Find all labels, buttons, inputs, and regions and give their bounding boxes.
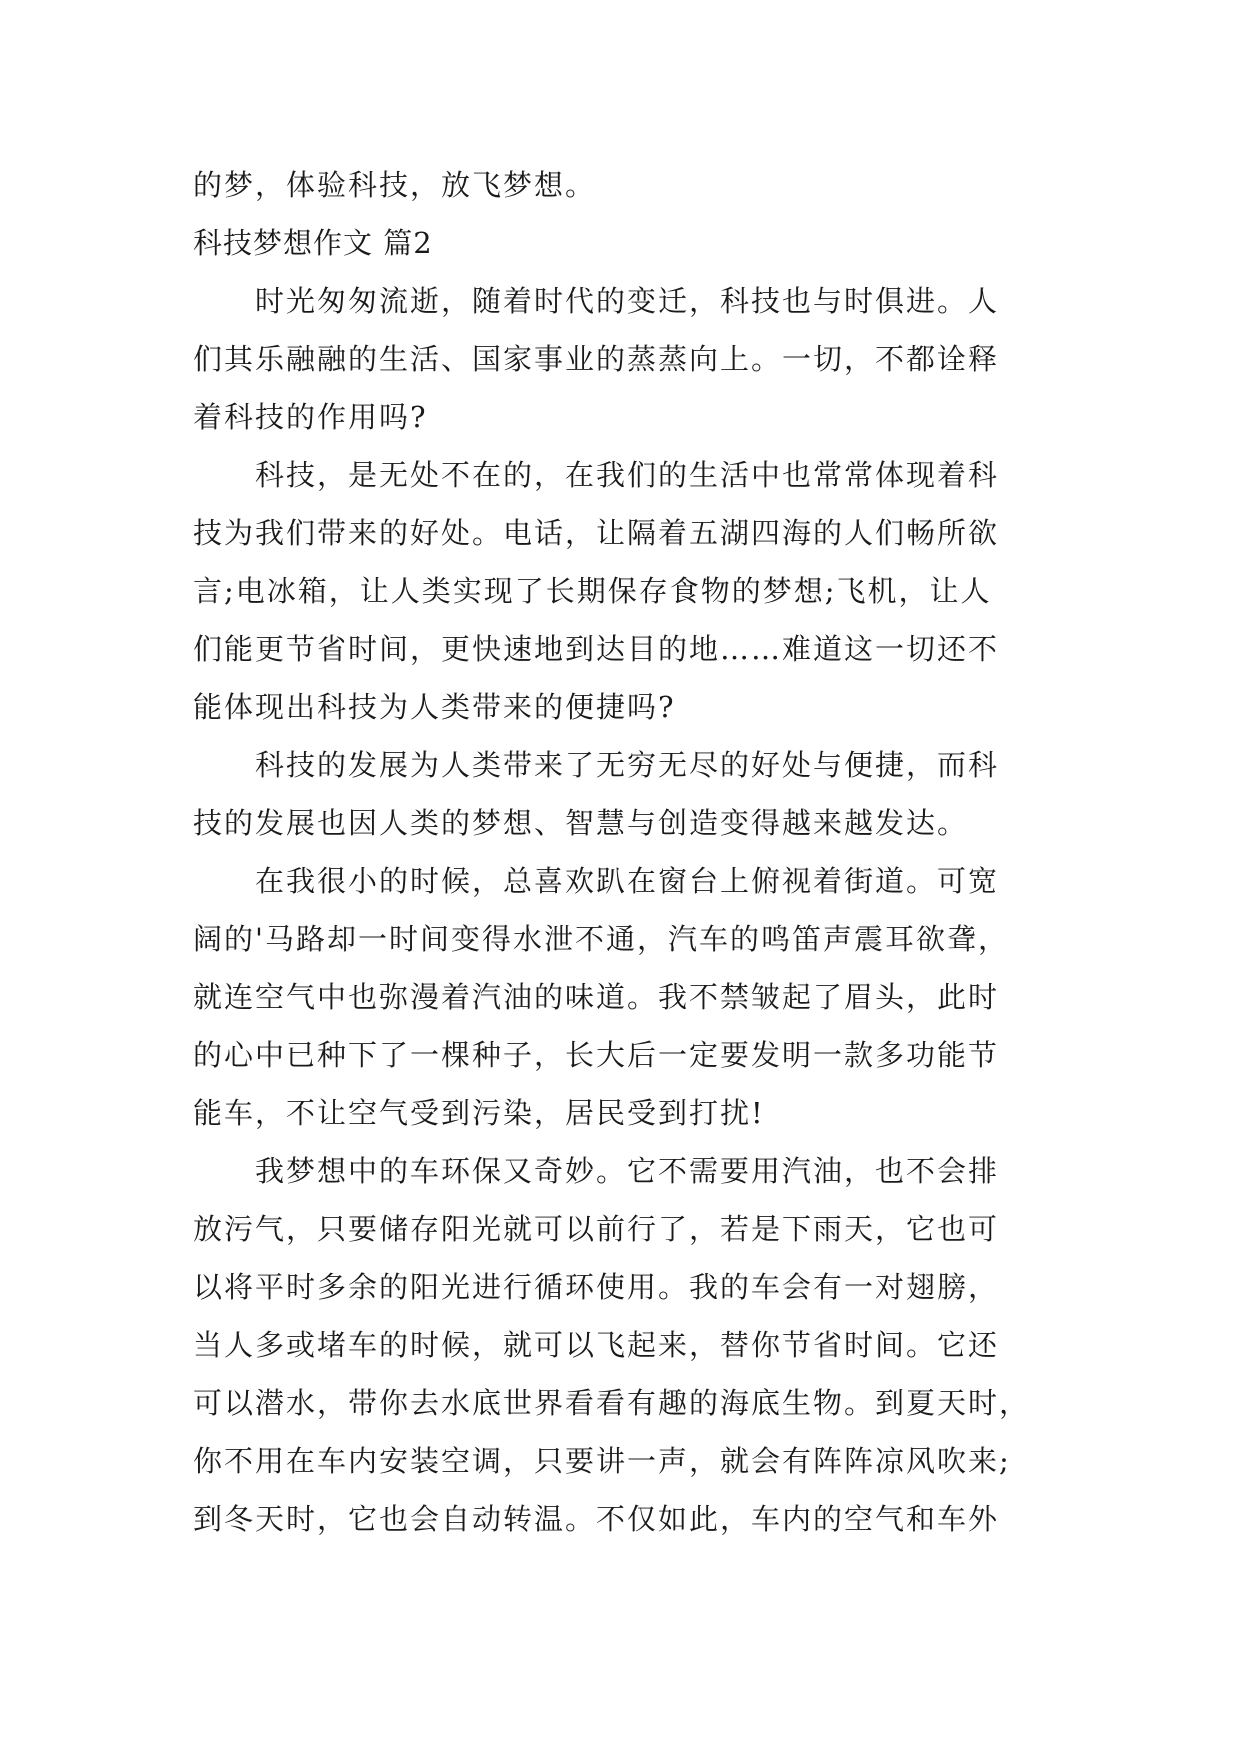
text-line: 的梦，体验科技，放飞梦想。 <box>193 168 597 202</box>
text-line: 我梦想中的车环保又奇妙。它不需要用汽油，也不会排 <box>193 1154 1000 1188</box>
text-line: 到冬天时，它也会自动转温。不仅如此，车内的空气和车外 <box>193 1502 1000 1536</box>
text-line: 言;电冰箱，让人类实现了长期保存食物的梦想;飞机，让人 <box>193 574 992 608</box>
text-line: 能体现出科技为人类带来的便捷吗? <box>193 690 676 724</box>
text-line: 当人多或堵车的时候，就可以飞起来，替你节省时间。它还 <box>193 1328 1000 1362</box>
text-line: 能车，不让空气受到污染，居民受到打扰! <box>193 1096 765 1130</box>
text-line: 科技的发展为人类带来了无穷无尽的好处与便捷，而科 <box>193 748 1000 782</box>
text-line: 可以潜水，带你去水底世界看看有趣的海底生物。到夏天时， <box>193 1386 1031 1420</box>
section-heading: 科技梦想作文 篇2 <box>193 226 433 260</box>
text-line: 你不用在车内安装空调，只要讲一声，就会有阵阵凉风吹来; <box>193 1444 1011 1478</box>
text-line: 们其乐融融的生活、国家事业的蒸蒸向上。一切，不都诠释 <box>193 342 1000 376</box>
text-line: 技的发展也因人类的梦想、智慧与创造变得越来越发达。 <box>193 806 969 840</box>
text-line: 在我很小的时候，总喜欢趴在窗台上俯视着街道。可宽 <box>193 864 1000 898</box>
text-line: 放污气，只要储存阳光就可以前行了，若是下雨天，它也可 <box>193 1212 1000 1246</box>
text-line: 时光匆匆流逝，随着时代的变迁，科技也与时俱进。人 <box>193 284 1000 318</box>
text-line: 的心中已种下了一棵种子，长大后一定要发明一款多功能节 <box>193 1038 1000 1072</box>
text-line: 着科技的作用吗? <box>193 400 428 434</box>
text-line: 科技，是无处不在的，在我们的生活中也常常体现着科 <box>193 458 1000 492</box>
text-line: 以将平时多余的阳光进行循环使用。我的车会有一对翅膀， <box>193 1270 1000 1304</box>
text-line: 们能更节省时间，更快速地到达目的地……难道这一切还不 <box>193 632 1000 666</box>
text-line: 阔的'马路却一时间变得水泄不通，汽车的鸣笛声震耳欲聋， <box>193 922 1009 956</box>
text-line: 就连空气中也弥漫着汽油的味道。我不禁皱起了眉头，此时 <box>193 980 1000 1014</box>
essay-text <box>193 156 1059 1548</box>
text-line: 技为我们带来的好处。电话，让隔着五湖四海的人们畅所欲 <box>193 516 1000 550</box>
